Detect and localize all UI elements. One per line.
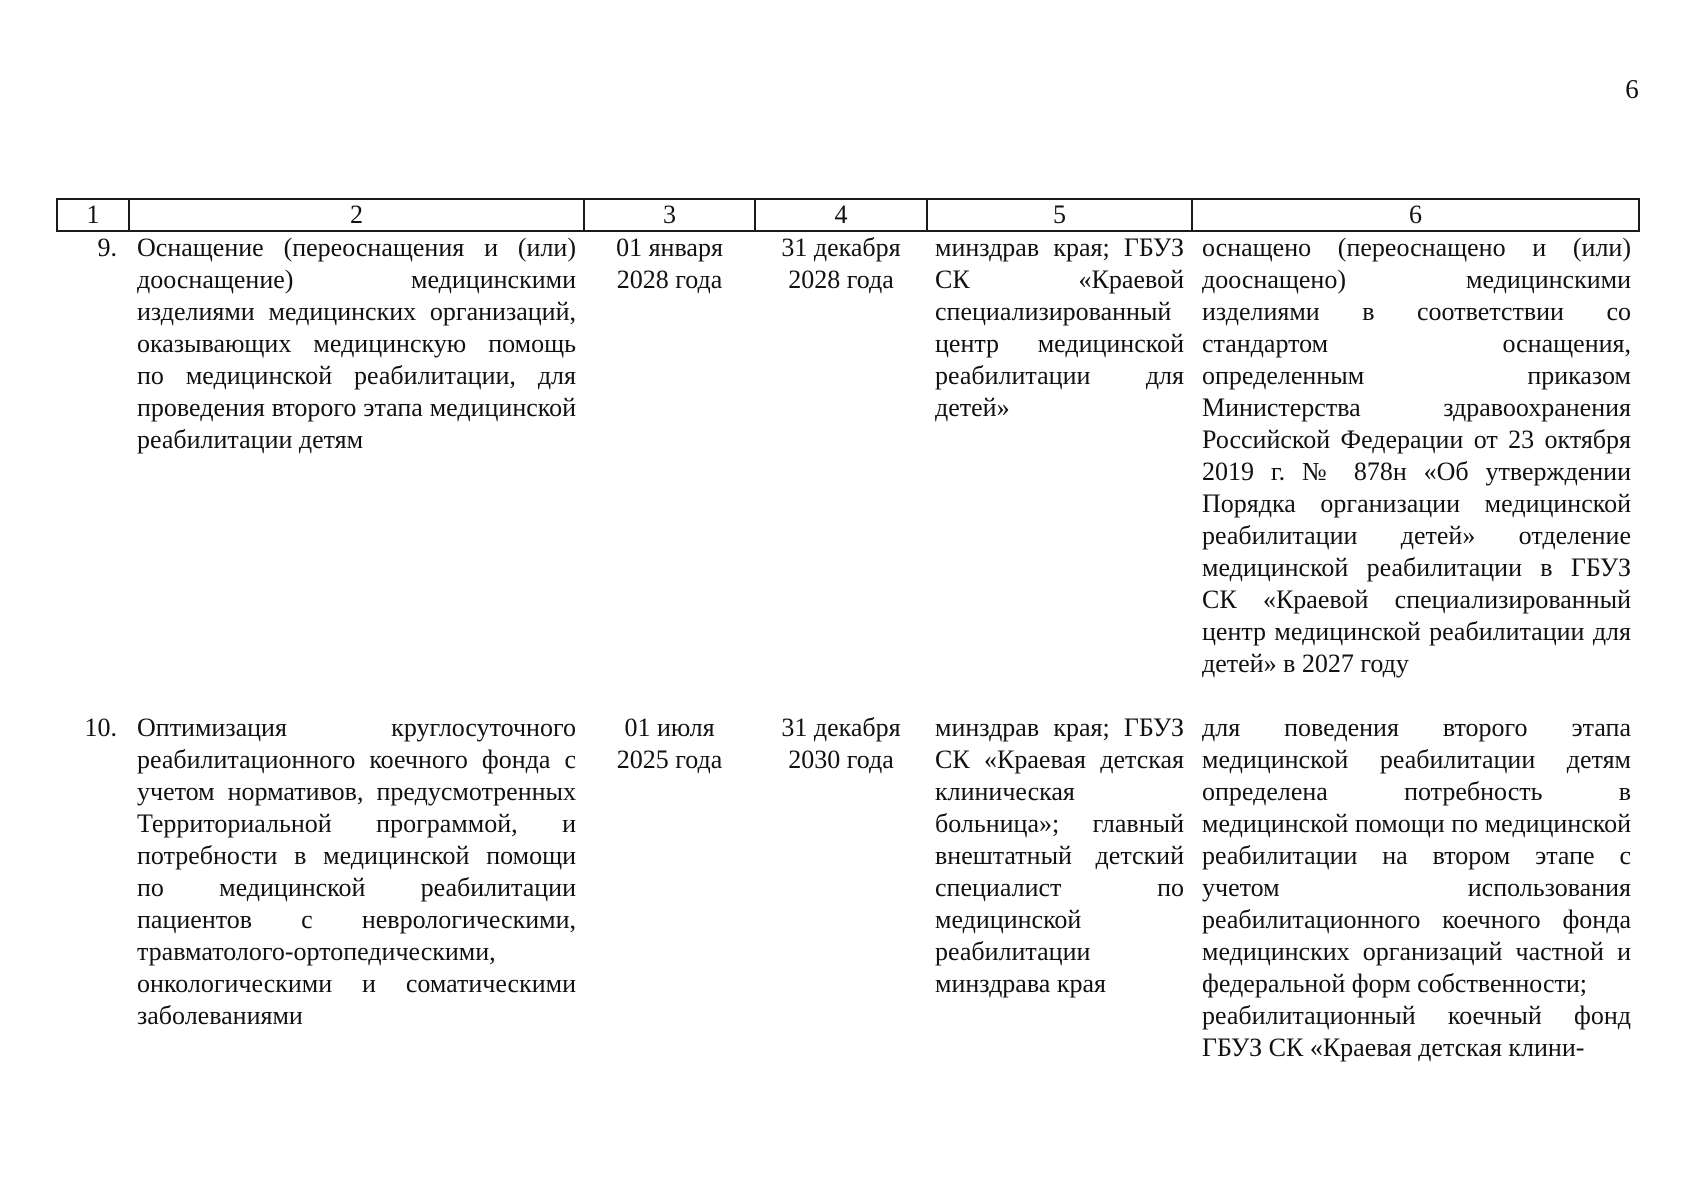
expected-result-paragraph: для поведения второго этапа медицинской реабилитации детям определена потребность в медицинской помощи по медицинской реабилитации на втором этапе с учетом использования реабилитационного коечного фонда медицинских организаций частной и федеральной форм собственности; — [1202, 713, 1631, 998]
measure-description: Оснащение (переоснащения и (или) дооснащение) медицинскими изделиями медицинских организаций, оказывающих медицинскую помощь по медицинской реабилитации, для проведения второго этапа медицинской реабилитации детям — [137, 233, 576, 454]
column-header-3: 3 — [584, 199, 755, 231]
start-date-year: 2028 года — [616, 265, 723, 294]
column-header-6: 6 — [1192, 199, 1639, 231]
column-number-header-row — [57, 199, 1639, 231]
end-date-year: 2030 года — [788, 745, 894, 774]
column-header-2: 2 — [129, 199, 584, 231]
responsible-party: минздрав края; ГБУЗ СК «Краевой специализированный центр медицинской реабилитации для детей» — [935, 233, 1184, 422]
row-number: 10. — [84, 713, 117, 742]
measure-description: Оптимизация круглосуточного реабилитационного коечного фонда с учетом нормативов, предусмотренных Территориальной программой, и потребности в медицинской помощи по медицинской реабилитации пациентов с неврологическими, травматолого-ортопедическими, онкологическими и соматическими заболеваниями — [137, 713, 576, 1030]
column-header-4: 4 — [755, 199, 927, 231]
end-date — [755, 712, 927, 1064]
expected-result: оснащено (переоснащено и (или) дооснащено) медицинскими изделиями в соответствии со стандартом оснащения, определенным приказом Министерства здравоохранения Российской Федерации от 23 октября 2019 г. № 878н «Об утверждении Порядка организации медицинской реабилитации детей» отделение медицинской реабилитации в ГБУЗ СК «Краевой специализированный центр медицинской реабилитации для детей» в 2027 году — [1202, 233, 1631, 678]
start-date — [584, 231, 755, 712]
end-date-year: 2028 года — [788, 265, 894, 294]
column-header-5: 5 — [927, 199, 1192, 231]
responsible-party: минздрав края; ГБУЗ СК «Краевая детская клиническая больница»; главный внештатный детский специалист по медицинской реабилитации минздрава края — [935, 713, 1184, 998]
start-date-day: 01 января — [616, 233, 723, 262]
end-date-day: 31 декабря — [781, 233, 901, 262]
table-row — [57, 712, 1639, 1064]
row-number: 9. — [97, 233, 117, 262]
start-date — [584, 712, 755, 1064]
expected-result-paragraph: реабилитационный коечный фонд ГБУЗ СК «Краевая детская клини- — [1202, 1001, 1631, 1062]
start-date-day: 01 июля — [624, 713, 715, 742]
expected-result — [1192, 712, 1639, 1064]
column-header-1: 1 — [57, 199, 129, 231]
plan-table — [56, 198, 1640, 1064]
page-number: 6 — [1625, 74, 1639, 104]
end-date-day: 31 декабря — [781, 713, 901, 742]
table-row — [57, 231, 1639, 712]
start-date-year: 2025 года — [616, 745, 723, 774]
end-date — [755, 231, 927, 712]
